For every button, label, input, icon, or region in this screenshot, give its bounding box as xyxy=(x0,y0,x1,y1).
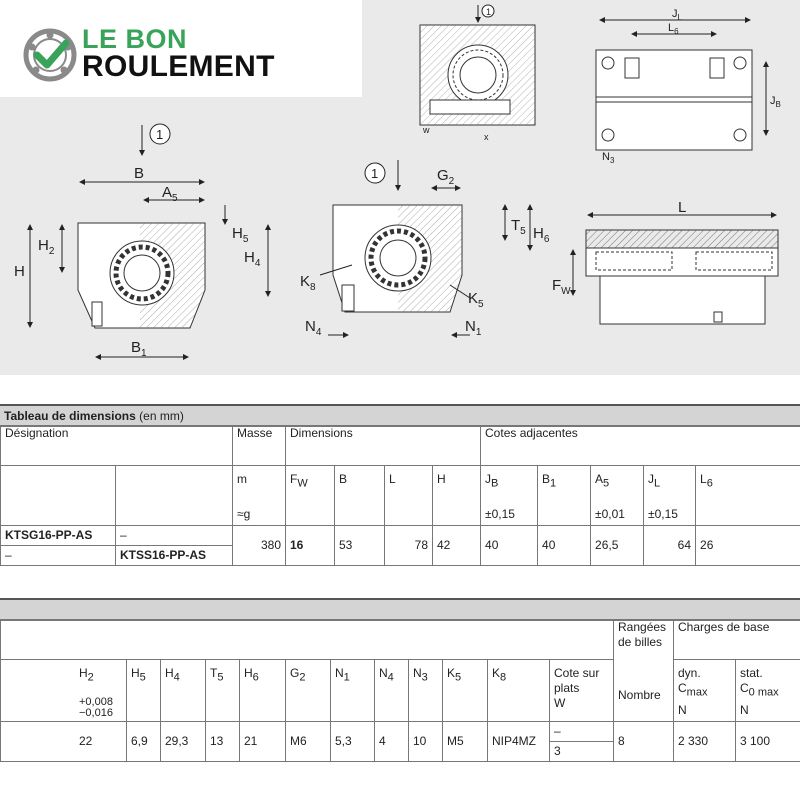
stat-label: stat. xyxy=(740,666,763,680)
header-h xyxy=(433,466,481,526)
center-section-view xyxy=(300,160,550,338)
n3-sym: N xyxy=(413,666,422,680)
value-b: 53 xyxy=(335,526,385,566)
h4-sym: H xyxy=(165,666,174,680)
value-stat: 3 100 xyxy=(736,722,800,762)
header-jb xyxy=(481,466,538,526)
masse-sym: m xyxy=(237,472,247,486)
label-n3: N xyxy=(602,151,610,163)
header-a5 xyxy=(591,466,644,526)
header-l xyxy=(385,466,433,526)
cmax-sub: max xyxy=(686,686,708,699)
label-h6-sub: 6 xyxy=(543,234,550,245)
label-k5-sub: 5 xyxy=(478,299,484,310)
designation-ktss: KTSS16-PP-AS xyxy=(116,546,233,566)
svg-text:JB xyxy=(770,95,781,109)
label-n3-sub: 3 xyxy=(609,156,615,165)
value-b1: 40 xyxy=(538,526,591,566)
header-masse-unit xyxy=(233,466,286,526)
top-section-view xyxy=(420,5,535,142)
label-t5: T xyxy=(511,217,521,234)
header-n1 xyxy=(331,660,375,722)
label-jb: J xyxy=(770,95,776,107)
svg-text:N3 xyxy=(602,151,615,165)
h5-sym: H xyxy=(131,666,140,680)
svg-text:K5 xyxy=(468,290,484,310)
label-w: w xyxy=(423,125,430,135)
nombre-label: Nombre xyxy=(618,688,661,702)
label-h: H xyxy=(14,263,25,280)
svg-text:H5 xyxy=(232,225,249,245)
h2-sub: 2 xyxy=(87,671,94,684)
label-k5: K xyxy=(468,290,479,307)
svg-text:G2 xyxy=(437,167,455,187)
label-l6-sub: 6 xyxy=(674,27,679,36)
h4-sub: 4 xyxy=(173,671,180,684)
n4-sub: 4 xyxy=(387,671,394,684)
header-k8 xyxy=(488,660,550,722)
svg-text:B1 xyxy=(131,339,147,359)
label-h2-sub: 2 xyxy=(48,246,55,257)
label-k8: K xyxy=(300,273,311,290)
header-b xyxy=(335,466,385,526)
table1-title: Tableau de dimensions xyxy=(4,409,136,423)
value-l: 78 xyxy=(385,526,433,566)
value-dyn: 2 330 xyxy=(674,722,736,762)
value-l6: 26 xyxy=(696,526,800,566)
label-n1: N xyxy=(465,318,476,335)
k5-sub: 5 xyxy=(455,671,462,684)
designation-ktss-dash: – xyxy=(1,546,116,566)
logo-line1: LE BON xyxy=(82,24,188,54)
l-sym: L xyxy=(389,472,396,486)
header-h5 xyxy=(127,660,161,722)
label-fw: F xyxy=(552,277,562,294)
header-h4 xyxy=(161,660,206,722)
header-fw xyxy=(286,466,335,526)
n4-sym: N xyxy=(379,666,388,680)
jl-sym: J xyxy=(648,472,655,486)
label-n4-sub: 4 xyxy=(315,327,322,338)
h6-sub: 6 xyxy=(252,671,259,684)
table-row xyxy=(1,722,800,742)
label-l: L xyxy=(678,199,687,216)
value-cote-a: – xyxy=(550,722,614,742)
header-k5 xyxy=(443,660,488,722)
header-charges: Charges de base xyxy=(674,620,800,660)
header-dyn xyxy=(674,660,736,722)
label-h4-sub: 4 xyxy=(254,258,261,269)
t5-sym: T xyxy=(210,666,218,680)
value-a5: 26,5 xyxy=(591,526,644,566)
value-jb: 40 xyxy=(481,526,538,566)
header-n4 xyxy=(375,660,409,722)
fw-sym: F xyxy=(290,472,298,486)
h2-tol-plus: +0,008 xyxy=(79,696,113,709)
tol-jl: ±0,15 xyxy=(648,507,678,522)
svg-text:H2 xyxy=(38,237,55,257)
table1-title-unit: (en mm) xyxy=(139,409,184,423)
svg-text:T5 xyxy=(511,217,526,237)
header-g2 xyxy=(286,660,331,722)
value-h: 42 xyxy=(433,526,481,566)
value-g2: M6 xyxy=(286,722,331,762)
label-a5: A xyxy=(162,184,173,201)
svg-text:A5 xyxy=(162,184,178,204)
t5-sub: 5 xyxy=(217,671,224,684)
svg-text:K8 xyxy=(300,273,316,293)
value-nombre: 8 xyxy=(614,722,674,762)
header-n3 xyxy=(409,660,443,722)
a5-sym: A xyxy=(595,472,604,486)
header-designation-b xyxy=(116,466,233,526)
c0max-sym: C xyxy=(740,681,749,695)
value-t5: 13 xyxy=(206,722,240,762)
label-ref-top: 1 xyxy=(486,7,492,17)
value-masse: 380 xyxy=(233,526,286,566)
a5-sub: 5 xyxy=(603,477,610,490)
label-h4: H xyxy=(244,249,255,266)
header-h6 xyxy=(240,660,286,722)
label-a5-sub: 5 xyxy=(172,193,178,204)
dyn-label: dyn. xyxy=(678,666,701,680)
label-t5-sub: 5 xyxy=(520,226,526,237)
tol-a5: ±0,01 xyxy=(595,507,625,522)
label-b: B xyxy=(134,165,145,182)
svg-text:JL xyxy=(672,8,683,22)
value-n4: 4 xyxy=(375,722,409,762)
n1-sym: N xyxy=(335,666,344,680)
label-ref-left: 1 xyxy=(156,127,164,142)
left-section-view xyxy=(14,124,268,359)
label-n1-sub: 1 xyxy=(475,327,482,338)
b-sym: B xyxy=(339,472,348,486)
technical-drawing xyxy=(0,0,800,375)
jb-sub: B xyxy=(491,477,499,490)
value-k8: NIP4MZ xyxy=(488,722,550,762)
header-t5 xyxy=(206,660,240,722)
label-h6: H xyxy=(533,225,544,242)
label-h5: H xyxy=(232,225,243,242)
rangees-label: Rangées de billes xyxy=(618,620,667,649)
header-jl xyxy=(644,466,696,526)
cmax-sym: C xyxy=(678,681,687,695)
label-h5-sub: 5 xyxy=(242,234,249,245)
k8-sub: 8 xyxy=(500,671,507,684)
jl-sub: L xyxy=(654,477,661,490)
g2-sym: G xyxy=(290,666,300,680)
unit-n-dyn: N xyxy=(678,703,687,718)
label-ref-center: 1 xyxy=(371,166,379,181)
table2-title-bar xyxy=(0,598,800,621)
label-g2-sub: 2 xyxy=(448,176,455,187)
value-jl: 64 xyxy=(644,526,696,566)
masse-unit: ≈g xyxy=(237,507,251,521)
label-k8-sub: 8 xyxy=(310,282,316,293)
l6-sub: 6 xyxy=(706,477,713,490)
header-cote xyxy=(550,660,614,722)
value-n1: 5,3 xyxy=(331,722,375,762)
header-designation: Désignation xyxy=(1,426,233,466)
header-l6 xyxy=(696,466,800,526)
jb-sym: J xyxy=(485,472,492,486)
header-cotes: Cotes adjacentes xyxy=(481,426,800,466)
l6-sym: L xyxy=(700,472,707,486)
table2-blank-header xyxy=(1,620,614,660)
header-b1 xyxy=(538,466,591,526)
table-row xyxy=(1,526,800,546)
drawing-area xyxy=(0,0,800,375)
h6-sym: H xyxy=(244,666,253,680)
svg-text:L6 xyxy=(668,22,679,36)
b1-sym: B xyxy=(542,472,551,486)
logo-line2: ROULEMENT xyxy=(82,50,275,83)
label-x: x xyxy=(484,132,489,142)
label-fw-sub: W xyxy=(561,286,571,297)
value-h4: 29,3 xyxy=(161,722,206,762)
h5-sub: 5 xyxy=(139,671,146,684)
svg-text:H4 xyxy=(244,249,261,269)
svg-text:H6 xyxy=(533,225,550,245)
k5-sym: K xyxy=(447,666,456,680)
label-l6-top: L xyxy=(668,22,675,34)
designation-ktsg-dash: – xyxy=(116,526,233,546)
label-n4: N xyxy=(305,318,316,335)
label-h2: H xyxy=(38,237,49,254)
c0max-sub: 0 max xyxy=(748,686,779,699)
h2-sym: H xyxy=(79,666,88,680)
header-h2 xyxy=(1,660,127,722)
label-jl-sub: L xyxy=(677,13,682,22)
label-g2: G xyxy=(437,167,449,184)
h2-tol-minus: −0,016 xyxy=(79,707,113,720)
cote-w: W xyxy=(554,696,566,710)
value-cote-b: 3 xyxy=(550,742,614,762)
value-h2: 22 xyxy=(1,722,127,762)
designation-ktsg: KTSG16-PP-AS xyxy=(1,526,116,546)
value-n3: 10 xyxy=(409,722,443,762)
unit-n-stat: N xyxy=(740,703,749,718)
b1-sub: 1 xyxy=(550,477,557,490)
top-plan-view xyxy=(596,8,781,165)
value-h5: 6,9 xyxy=(127,722,161,762)
cote-label: Cote sur plats xyxy=(554,666,600,695)
g2-sub: 2 xyxy=(299,671,306,684)
fw-sub: W xyxy=(297,477,308,490)
svg-text:N4 xyxy=(305,318,322,338)
header-masse: Masse xyxy=(233,426,286,466)
value-k5: M5 xyxy=(443,722,488,762)
table1-title-bar xyxy=(0,404,800,427)
value-fw: 16 xyxy=(286,526,335,566)
right-side-view xyxy=(552,199,778,324)
n1-sub: 1 xyxy=(343,671,350,684)
dimensions-table xyxy=(0,425,800,566)
tol-jb: ±0,15 xyxy=(485,507,515,522)
label-jl: J xyxy=(672,8,678,20)
adjacent-table xyxy=(0,619,800,762)
header-rangees xyxy=(614,620,674,722)
header-stat xyxy=(736,660,800,722)
label-b1: B xyxy=(131,339,142,356)
value-h6: 21 xyxy=(240,722,286,762)
header-dimensions: Dimensions xyxy=(286,426,481,466)
label-jb-sub: B xyxy=(775,100,781,109)
svg-text:FW xyxy=(552,277,571,297)
label-b1-sub: 1 xyxy=(141,348,147,359)
header-designation-a xyxy=(1,466,116,526)
k8-sym: K xyxy=(492,666,501,680)
n3-sub: 3 xyxy=(421,671,428,684)
h-sym: H xyxy=(437,472,446,486)
